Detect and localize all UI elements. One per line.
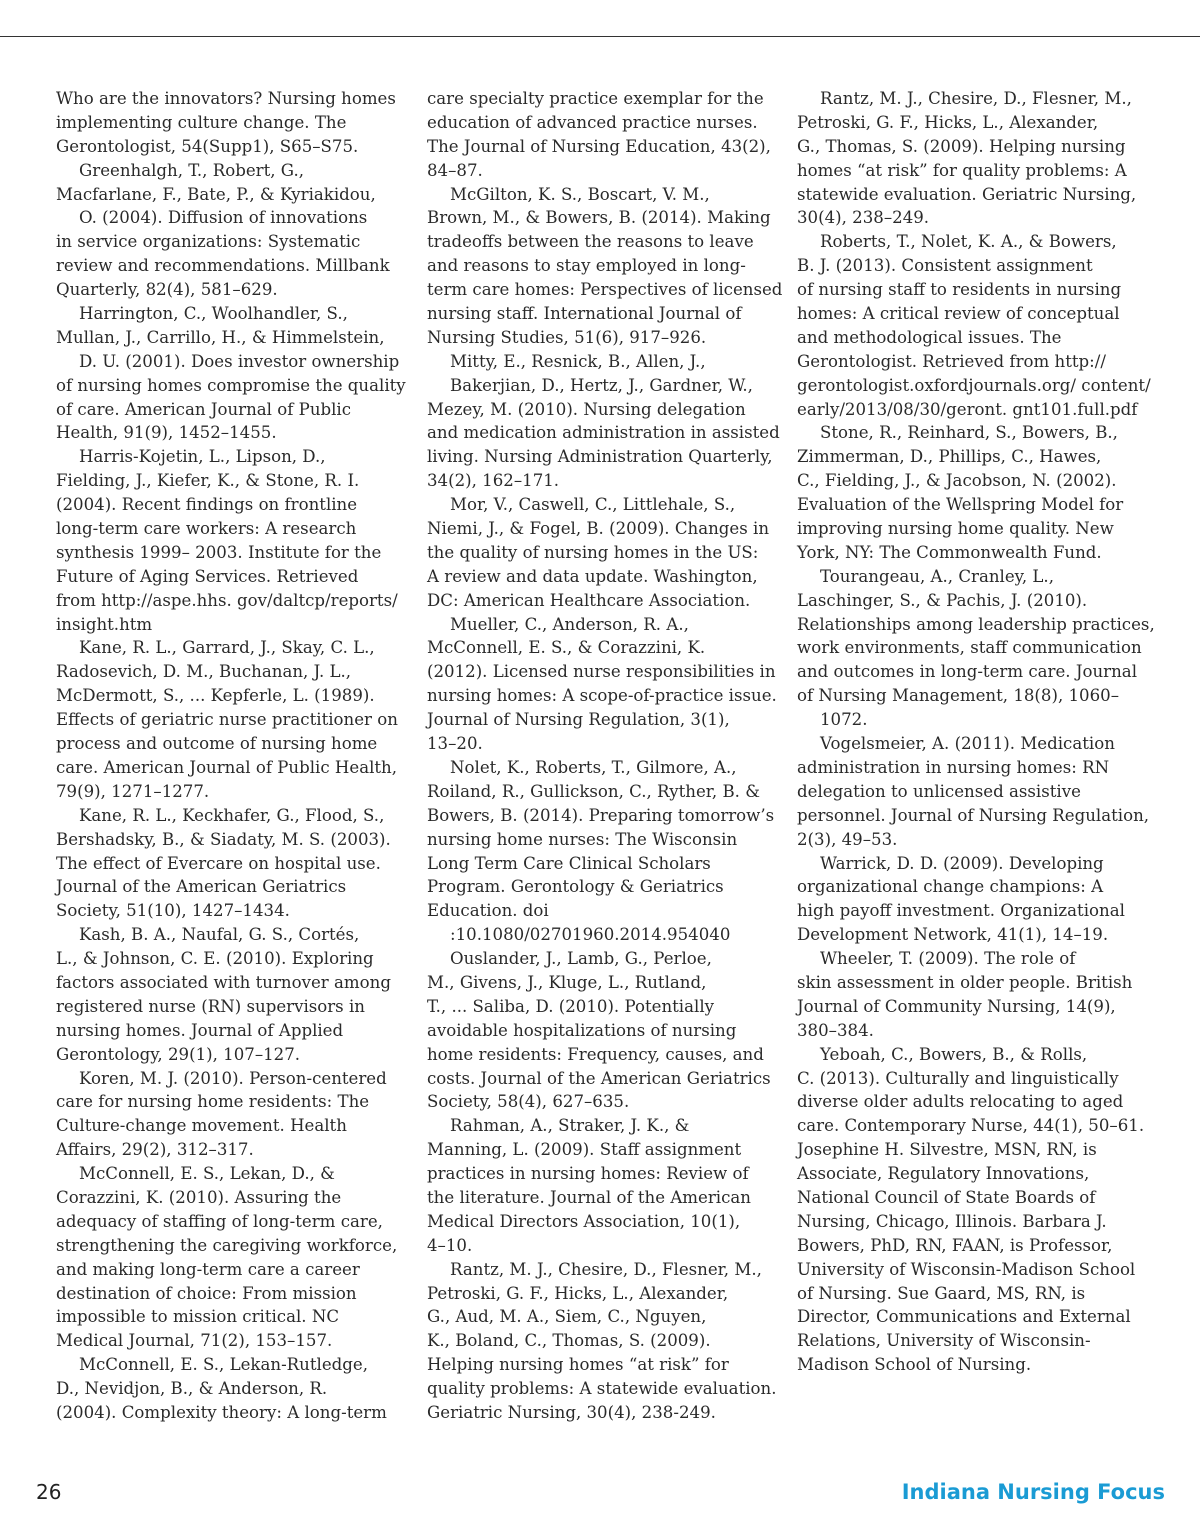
reference-text-line: (2004). Recent findings on frontline	[56, 495, 358, 515]
reference-text-line: Future of Aging Services. Retrieved	[56, 566, 359, 586]
reference-text-line: destination of choice: From mission	[56, 1283, 357, 1303]
reference-text-line: process and outcome of nursing home	[56, 734, 378, 754]
reference-text-line: care for nursing home residents: The	[56, 1092, 370, 1112]
reference-text-line: registered nurse (RN) supervisors in	[56, 996, 365, 1016]
reference-text-line: avoidable hospitalizations of nursing	[427, 1020, 737, 1040]
reference-text-line: Rantz, M. J., Chesire, D., Flesner, M.,	[450, 1259, 762, 1279]
reference-text-line: Director, Communications and External	[797, 1307, 1131, 1327]
reference-text-line: McConnell, E. S., Lekan-Rutledge,	[79, 1355, 368, 1375]
reference-text-line: review and recommendations. Millbank	[56, 256, 390, 276]
reference-text-line: administration in nursing homes: RN	[797, 757, 1110, 777]
reference-text-line: McConnell, E. S., Lekan, D., &	[79, 1164, 335, 1184]
reference-text-line: of Nursing Management, 18(8), 1060–	[797, 686, 1120, 706]
reference-text-line: (2012). Licensed nurse responsibilities in	[427, 662, 776, 682]
reference-text-line: home residents: Frequency, causes, and	[427, 1044, 764, 1064]
reference-text-line: 30(4), 238–249.	[797, 208, 930, 228]
reference-text-line: homes: A critical review of conceptual	[797, 304, 1120, 324]
reference-text-line: Niemi, J., & Fogel, B. (2009). Changes in	[427, 519, 770, 539]
reference-text-line: insight.htm	[56, 614, 153, 634]
reference-text-line: living. Nursing Administration Quarterly,	[427, 447, 773, 467]
reference-text-line: York, NY: The Commonwealth Fund.	[797, 542, 1102, 562]
reference-text-line: Nolet, K., Roberts, T., Gilmore, A.,	[450, 757, 737, 777]
reference-text-line: Who are the innovators? Nursing homes	[56, 89, 396, 108]
reference-text-line: Petroski, G. F., Hicks, L., Alexander,	[797, 112, 1099, 132]
reference-text-line: 4–10.	[427, 1235, 473, 1255]
reference-text-line: and making long-term care a career	[56, 1259, 360, 1279]
reference-text-line: long-term care workers: A research	[56, 519, 357, 539]
reference-text-line: T., ... Saliba, D. (2010). Potentially	[427, 996, 714, 1016]
reference-text-line: Manning, L. (2009). Staff assignment	[427, 1140, 742, 1160]
reference-text-line: nursing homes. Journal of Applied	[56, 1020, 344, 1040]
reference-text-line: Rahman, A., Straker, J. K., &	[450, 1116, 690, 1136]
reference-text-line: Harris-Kojetin, L., Lipson, D.,	[79, 447, 326, 467]
reference-text-line: Helping nursing homes “at risk” for	[427, 1355, 729, 1375]
references-column-middle	[427, 87, 783, 1425]
reference-text-line: 380–384.	[797, 1020, 874, 1040]
reference-text-line: :10.1080/02701960.2014.954040	[450, 925, 731, 945]
reference-text-line: Effects of geriatric nurse practitioner on	[56, 710, 398, 730]
reference-text-line: Mueller, C., Anderson, R. A.,	[450, 614, 689, 634]
reference-text-line: Rantz, M. J., Chesire, D., Flesner, M.,	[820, 89, 1132, 108]
reference-text-line: B. J. (2013). Consistent assignment	[797, 256, 1093, 276]
reference-text-line: Mitty, E., Resnick, B., Allen, J.,	[450, 351, 706, 371]
reference-text-line: D., Nevidjon, B., & Anderson, R.	[56, 1379, 328, 1399]
reference-text-line: Journal of the American Geriatrics	[56, 877, 347, 897]
page-number: 26	[36, 1480, 62, 1504]
reference-text-line: high payoff investment. Organizational	[797, 901, 1125, 921]
reference-text-line: and reasons to stay employed in long-	[427, 256, 746, 276]
reference-text-line: Madison School of Nursing.	[797, 1355, 1032, 1375]
reference-text-line: Josephine H. Silvestre, MSN, RN, is	[797, 1140, 1097, 1160]
reference-text-line: organizational change champions: A	[797, 877, 1104, 897]
reference-text-line: Yeboah, C., Bowers, B., & Rolls,	[820, 1044, 1088, 1064]
reference-text-line: Journal of Nursing Regulation, 3(1),	[427, 710, 730, 730]
references-column-right	[797, 87, 1155, 1377]
reference-text-line: of Nursing. Sue Gaard, MS, RN, is	[797, 1283, 1086, 1303]
reference-text-line: care. Contemporary Nurse, 44(1), 50–61.	[797, 1116, 1145, 1136]
reference-text-line: Harrington, C., Woolhandler, S.,	[79, 304, 348, 324]
reference-text-line: Society, 58(4), 627–635.	[427, 1092, 630, 1112]
reference-text-line: Kash, B. A., Naufal, G. S., Cortés,	[79, 925, 360, 945]
reference-text-line: Petroski, G. F., Hicks, L., Alexander,	[427, 1283, 729, 1303]
reference-text-line: Affairs, 29(2), 312–317.	[56, 1140, 254, 1160]
reference-text-line: impossible to mission critical. NC	[56, 1307, 340, 1327]
reference-text-line: care. American Journal of Public Health,	[56, 757, 398, 777]
reference-text-line: Brown, M., & Bowers, B. (2014). Making	[427, 208, 771, 228]
reference-text-line: Development Network, 41(1), 14–19.	[797, 925, 1109, 945]
reference-text-line: G., Thomas, S. (2009). Helping nursing	[797, 136, 1126, 156]
reference-text-line: Long Term Care Clinical Scholars	[427, 853, 711, 873]
reference-text-line: Bakerjian, D., Hertz, J., Gardner, W.,	[450, 375, 753, 395]
reference-text-line: Macfarlane, F., Bate, P., & Kyriakidou,	[56, 184, 376, 204]
reference-text-line: Stone, R., Reinhard, S., Bowers, B.,	[820, 423, 1118, 443]
reference-text-line: McDermott, S., ... Kepferle, L. (1989).	[56, 686, 375, 706]
reference-text-line: Gerontologist, 54(Supp1), S65–S75.	[56, 136, 359, 156]
reference-text-line: Program. Gerontology & Geriatrics	[427, 877, 724, 897]
reference-text-line: care specialty practice exemplar for the	[427, 89, 764, 108]
reference-text-line: Ouslander, J., Lamb, G., Perloe,	[450, 949, 712, 969]
reference-text-line: Associate, Regulatory Innovations,	[797, 1164, 1090, 1184]
reference-text-line: in service organizations: Systematic	[56, 232, 361, 252]
reference-text-line: nursing staff. International Journal of	[427, 304, 742, 324]
reference-text-line: gerontologist.oxfordjournals.org/ content/	[797, 375, 1151, 395]
reference-text-line: strengthening the caregiving workforce,	[56, 1235, 398, 1255]
reference-text-line: synthesis 1999– 2003. Institute for the	[56, 542, 382, 562]
reference-text-line: University of Wisconsin-Madison School	[797, 1259, 1136, 1279]
reference-text-line: Nursing Studies, 51(6), 917–926.	[427, 327, 707, 347]
reference-text-line: and methodological issues. The	[797, 327, 1062, 347]
reference-text-line: Bowers, B. (2014). Preparing tomorrow’s	[427, 805, 775, 825]
reference-text-line: implementing culture change. The	[56, 112, 347, 132]
reference-text-line: The effect of Evercare on hospital use.	[56, 853, 381, 873]
reference-text-line: and outcomes in long-term care. Journal	[797, 662, 1138, 682]
reference-text-line: McGilton, K. S., Boscart, V. M.,	[450, 184, 710, 204]
reference-text-line: improving nursing home quality. New	[797, 519, 1114, 539]
reference-text-line: the quality of nursing homes in the US:	[427, 542, 759, 562]
reference-text-line: Nursing, Chicago, Illinois. Barbara J.	[797, 1211, 1107, 1231]
reference-text-line: and medication administration in assisted	[427, 423, 780, 443]
references-column-left	[56, 87, 408, 1425]
reference-text-line: nursing home nurses: The Wisconsin	[427, 829, 738, 849]
reference-text-line: Vogelsmeier, A. (2011). Medication	[820, 734, 1115, 754]
reference-text-line: DC: American Healthcare Association.	[427, 590, 751, 610]
reference-text-line: statewide evaluation. Geriatric Nursing,	[797, 184, 1137, 204]
reference-text-line: Health, 91(9), 1452–1455.	[56, 423, 277, 443]
reference-text-line: Culture-change movement. Health	[56, 1116, 347, 1136]
reference-text-line: A review and data update. Washington,	[427, 566, 758, 586]
reference-text-line: Kane, R. L., Garrard, J., Skay, C. L.,	[79, 638, 375, 658]
reference-text-line: work environments, staff communication	[797, 638, 1142, 658]
reference-text-line: 84–87.	[427, 160, 483, 180]
reference-text-line: Bowers, PhD, RN, FAAN, is Professor,	[797, 1235, 1113, 1255]
reference-text-line: 2(3), 49–53.	[797, 829, 898, 849]
reference-text-line: 34(2), 162–171.	[427, 471, 560, 491]
reference-text-line: skin assessment in older people. British	[797, 972, 1133, 992]
reference-text-line: D. U. (2001). Does investor ownership	[79, 351, 400, 371]
reference-text-line: K., Boland, C., Thomas, S. (2009).	[427, 1331, 711, 1351]
reference-text-line: Relationships among leadership practices,	[797, 614, 1155, 634]
reference-text-line: The Journal of Nursing Education, 43(2),	[427, 136, 771, 156]
reference-text-line: Kane, R. L., Keckhafer, G., Flood, S.,	[79, 805, 385, 825]
publication-title: Indiana Nursing Focus	[901, 1480, 1165, 1504]
reference-text-line: Journal of Community Nursing, 14(9),	[797, 996, 1116, 1016]
reference-text-line: costs. Journal of the American Geriatrics	[427, 1068, 771, 1088]
reference-text-line: nursing homes: A scope-of-practice issue.	[427, 686, 777, 706]
reference-text-line: personnel. Journal of Nursing Regulation,	[797, 805, 1150, 825]
reference-text-line: term care homes: Perspectives of licensed	[427, 280, 783, 300]
reference-text-line: 79(9), 1271–1277.	[56, 781, 210, 801]
reference-text-line: Zimmerman, D., Phillips, C., Hawes,	[797, 447, 1102, 467]
reference-text-line: Wheeler, T. (2009). The role of	[820, 949, 1076, 969]
reference-text-line: Roberts, T., Nolet, K. A., & Bowers,	[820, 232, 1117, 252]
reference-text-line: Mezey, M. (2010). Nursing delegation	[427, 399, 746, 419]
reference-text-line: Greenhalgh, T., Robert, G.,	[79, 160, 305, 180]
reference-text-line: adequacy of staffing of long-term care,	[56, 1211, 383, 1231]
reference-text-line: Geriatric Nursing, 30(4), 238-249.	[427, 1402, 716, 1422]
reference-text-line: early/2013/08/30/geront. gnt101.full.pdf	[797, 399, 1138, 419]
reference-text-line: Roiland, R., Gullickson, C., Ryther, B. &	[427, 781, 760, 801]
reference-text-line: Medical Journal, 71(2), 153–157.	[56, 1331, 333, 1351]
reference-text-line: Fielding, J., Kiefer, K., & Stone, R. I.	[56, 471, 360, 491]
reference-text-line: Quarterly, 82(4), 581–629.	[56, 280, 278, 300]
reference-text-line: Laschinger, S., & Pachis, J. (2010).	[797, 590, 1088, 610]
reference-text-line: L., & Johnson, C. E. (2010). Exploring	[56, 949, 374, 969]
reference-text-line: diverse older adults relocating to aged	[797, 1092, 1124, 1112]
reference-text-line: Warrick, D. D. (2009). Developing	[820, 853, 1104, 873]
reference-text-line: M., Givens, J., Kluge, L., Rutland,	[427, 972, 707, 992]
reference-text-line: C., Fielding, J., & Jacobson, N. (2002).	[797, 471, 1117, 491]
reference-text-line: Koren, M. J. (2010). Person-centered	[79, 1068, 387, 1088]
reference-text-line: Corazzini, K. (2010). Assuring the	[56, 1187, 342, 1207]
reference-text-line: Mullan, J., Carrillo, H., & Himmelstein,	[56, 327, 385, 347]
reference-text-line: G., Aud, M. A., Siem, C., Nguyen,	[427, 1307, 707, 1327]
reference-text-line: Gerontologist. Retrieved from http://	[797, 351, 1106, 371]
reference-text-line: Evaluation of the Wellspring Model for	[797, 495, 1124, 515]
reference-text-line: C. (2013). Culturally and linguistically	[797, 1068, 1119, 1088]
reference-text-line: Society, 51(10), 1427–1434.	[56, 901, 290, 921]
reference-text-line: from http://aspe.hhs. gov/daltcp/reports/	[56, 590, 398, 610]
reference-text-line: of care. American Journal of Public	[56, 399, 352, 419]
reference-text-line: Medical Directors Association, 10(1),	[427, 1211, 741, 1231]
reference-text-line: Education. doi	[427, 901, 549, 921]
reference-text-line: the literature. Journal of the American	[427, 1187, 751, 1207]
reference-text-line: factors associated with turnover among	[56, 972, 391, 992]
reference-text-line: O. (2004). Diffusion of innovations	[79, 208, 368, 228]
reference-text-line: of nursing staff to residents in nursing	[797, 280, 1122, 300]
reference-text-line: Bershadsky, B., & Siadaty, M. S. (2003).	[56, 829, 391, 849]
reference-text-line: 13–20.	[427, 734, 483, 754]
reference-text-line: delegation to unlicensed assistive	[797, 781, 1081, 801]
reference-text-line: practices in nursing homes: Review of	[427, 1164, 749, 1184]
reference-text-line: Radosevich, D. M., Buchanan, J. L.,	[56, 662, 352, 682]
reference-text-line: education of advanced practice nurses.	[427, 112, 758, 132]
reference-text-line: Gerontology, 29(1), 107–127.	[56, 1044, 301, 1064]
reference-text-line: (2004). Complexity theory: A long-term	[56, 1402, 387, 1422]
reference-text-line: McConnell, E. S., & Corazzini, K.	[427, 638, 706, 658]
reference-text-line: Mor, V., Caswell, C., Littlehale, S.,	[450, 495, 736, 515]
reference-text-line: Tourangeau, A., Cranley, L.,	[820, 566, 1054, 586]
reference-text-line: homes “at risk” for quality problems: A	[797, 160, 1127, 180]
reference-text-line: 1072.	[820, 710, 868, 730]
header-rule	[0, 36, 1200, 37]
reference-text-line: of nursing homes compromise the quality	[56, 375, 406, 395]
reference-text-line: National Council of State Boards of	[797, 1187, 1096, 1207]
reference-text-line: Relations, University of Wisconsin-	[797, 1331, 1091, 1351]
reference-text-line: quality problems: A statewide evaluation.	[427, 1379, 777, 1399]
reference-text-line: tradeoffs between the reasons to leave	[427, 232, 754, 252]
